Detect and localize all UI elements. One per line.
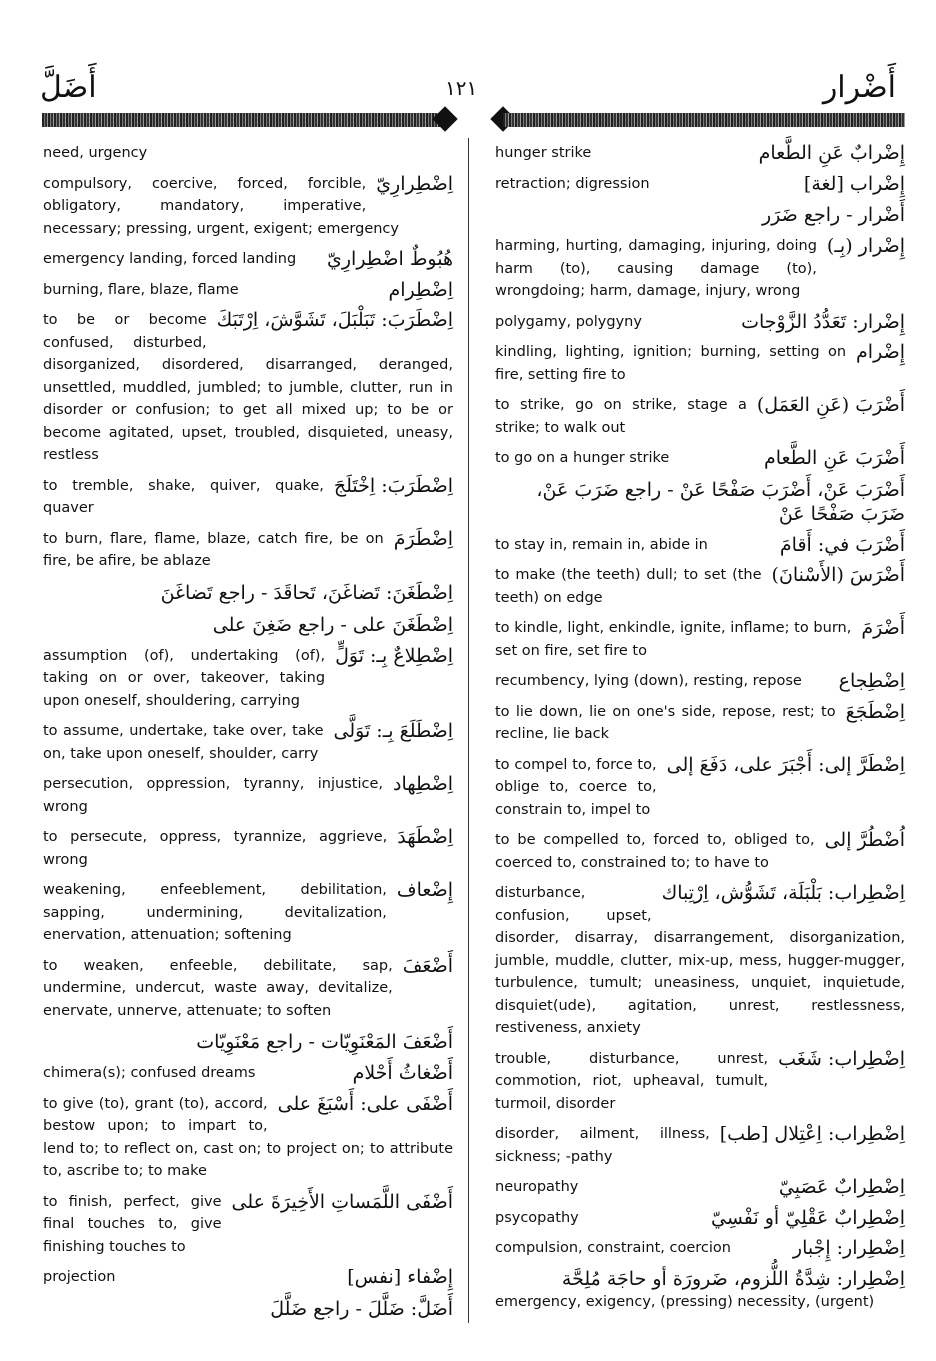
dictionary-entry	[495, 829, 905, 874]
dictionary-entry	[43, 1266, 453, 1289]
dictionary-entry	[495, 1237, 905, 1260]
entry-definition: kindling, lighting, ignition; burning, setting on fire, setting fire to	[495, 344, 847, 383]
dictionary-entry	[43, 955, 453, 1023]
dictionary-entry	[495, 173, 905, 196]
entry-definition: to be compelled to, forced to, obliged to, coerced to, constrained to; to have to	[495, 832, 815, 871]
dictionary-entry	[495, 670, 905, 693]
dictionary-entry	[495, 394, 905, 439]
entry-definition: to stay in, remain in, abide in	[495, 536, 708, 553]
dictionary-entry	[43, 279, 453, 302]
entry-headword: اِضْطَرَبَ: اِخْتَلَجَ	[333, 474, 453, 497]
header-rule-left	[42, 113, 442, 127]
dictionary-entry	[43, 528, 453, 573]
entry-headword: أَضْعَفَ المَعْنَوِيّات - راجع مَعْنَوِيّات	[196, 1031, 453, 1053]
entry-headword: اِضْطِرابٌ عَقْلِيّ أو نَفْسِيّ	[711, 1206, 905, 1229]
column-divider	[468, 138, 469, 1323]
entry-definition: to be or become confused, disturbed, disorganized, disordered, disarranged, deranged, unsettled, muddled, jumbled; to jumble, clutter, run in disorder or confusion; to get all mixed up; to be or become agitated, upset, troubled, disquieted, uneasy, restless	[43, 312, 453, 463]
entry-headword: إِضْراب [لغة]	[803, 172, 905, 195]
entry-headword: أَضْرَمَ	[861, 617, 905, 639]
entry-headword: اِضْطَغَنَ: تَضاغَنَ، تَحاقَدَ - راجع تَضاغَنَ	[160, 581, 453, 604]
dictionary-entry	[43, 879, 453, 947]
entry-definition: neuropathy	[495, 1179, 579, 1195]
entry-headword: اِضْطَرَبَ: تَبَلْبَلَ، تَشَوَّشَ، اِرْتَبَكَ	[216, 309, 453, 331]
entry-definition: polygamy, polygyny	[495, 313, 642, 330]
entry-definition: chimera(s); confused dreams	[43, 1065, 256, 1081]
entry-definition: need, urgency	[43, 145, 148, 161]
entry-headword: اِضْطِلاعٌ بِـ: تَوَلٍّ	[335, 644, 453, 667]
header-left-word: أَضَلَّ	[40, 70, 97, 105]
entry-headword: اِضْطَغَنَ على - راجع ضَغِنَ على	[212, 613, 453, 636]
entry-headword: إِضْرار (بِـ)	[826, 235, 905, 257]
entry-headword: اِضْطَهَدَ	[397, 826, 453, 848]
entry-headword: أَضْرَبَ في: أَقامَ	[779, 533, 905, 556]
entry-headword: اِضْطِرابٌ عَصَبِيّ	[778, 1176, 905, 1198]
dictionary-entry	[43, 773, 453, 818]
dictionary-entry	[43, 613, 453, 637]
entry-definition: retraction; digression	[495, 175, 650, 192]
dictionary-entry	[495, 1176, 905, 1199]
dictionary-entry	[495, 1123, 905, 1168]
dictionary-entry	[495, 534, 905, 557]
entry-headword: إِضْفاء [نفس]	[347, 1266, 453, 1288]
entry-definition: trouble, disturbance, unrest, commotion, riot, upheaval, tumult, turmoil, disorder	[495, 1050, 769, 1112]
dictionary-entry	[495, 203, 905, 227]
dictionary-entry	[495, 1268, 905, 1314]
entry-headword: اُضْطُرَّ إلى	[824, 829, 905, 851]
dictionary-entry	[495, 341, 905, 386]
entry-definition: burning, flare, blaze, flame	[43, 281, 239, 298]
dictionary-entry	[495, 1207, 905, 1230]
entry-definition: hunger strike	[495, 145, 592, 161]
entry-headword: اِضْطِجاع	[838, 670, 905, 692]
entry-definition: to weaken, enfeeble, debilitate, sap, undermine, undercut, waste away, devitalize, enervate, unnerve, attenuate; to soften	[43, 957, 393, 1019]
entry-definition: emergency, exigency, (pressing) necessity, (urgent)	[495, 1293, 875, 1310]
entry-headword: أَضْرَبَ (عَنِ العَمَل)	[756, 394, 905, 416]
entry-headword: أَضْرار - راجع ضَرَر	[762, 204, 905, 226]
dictionary-entry	[43, 309, 453, 467]
dictionary-entry	[43, 1297, 453, 1321]
entry-definition: compulsion, constraint, coercion	[495, 1240, 731, 1256]
entry-headword: هُبُوطٌ اضْطِرارِيّ	[327, 248, 453, 270]
entry-headword: اِضْطِراب: بَلْبَلَة، تَشَوُّش، اِرْتِباك	[661, 882, 905, 904]
entry-definition: to kindle, light, enkindle, ignite, inflame; to burn, set on fire, set fire to	[495, 620, 852, 659]
entry-definition: to lie down, lie on one's side, repose, rest; to recline, lie back	[495, 703, 836, 742]
entry-definition: persecution, oppression, tyranny, injustice, wrong	[43, 776, 383, 815]
entry-headword: أَضْعَفَ	[402, 954, 453, 977]
entry-headword: اِضْطِرارِيّ	[376, 172, 453, 195]
entry-definition: to tremble, shake, quiver, quake, quaver	[43, 477, 324, 516]
dictionary-entry	[43, 1062, 453, 1085]
dictionary-entry	[43, 720, 453, 765]
entry-definition: to give (to), grant (to), accord, bestow upon; to impart to, lend to; to reflect on, cast on; to project on; to attribute to, ascribe to; to make	[43, 1095, 453, 1179]
entry-headword: إِضْرار: تَعَدُّدُ الزَّوْجات	[741, 310, 905, 333]
dictionary-entry	[43, 142, 453, 165]
dictionary-entry	[495, 447, 905, 470]
entry-definition: disorder, ailment, illness, sickness; -pathy	[495, 1126, 710, 1165]
entry-headword: أَضْفَى على: أَسْبَغَ على	[277, 1092, 453, 1115]
entry-definition: to burn, flare, flame, blaze, catch fire, be on fire, be afire, be ablaze	[43, 530, 384, 569]
entry-definition: to make (the teeth) dull; to set (the teeth) on edge	[495, 567, 762, 606]
entry-headword: اِضْطَجَعَ	[845, 700, 905, 723]
entry-definition: psycopathy	[495, 1209, 579, 1226]
dictionary-entry	[43, 475, 453, 520]
entry-headword: اِضْطَرَمَ	[393, 527, 453, 550]
entry-headword: اِضْطِرار: إِجْبار	[792, 1237, 905, 1259]
header-rule-right	[503, 113, 905, 127]
entry-headword: اِضْطِرار: شِدَّةُ اللُّزوم، ضَرورَة أو حاجَة مُلِحَّة	[561, 1267, 905, 1290]
dictionary-entry	[43, 1191, 453, 1259]
dictionary-entry	[43, 173, 453, 241]
dictionary-entry	[43, 1093, 453, 1183]
dictionary-entry	[43, 645, 453, 713]
dictionary-entry	[495, 564, 905, 609]
entry-definition: emergency landing, forced landing	[43, 251, 297, 267]
entry-headword: اِضْطِراب: شَغَب	[778, 1047, 905, 1070]
entry-definition: to compel to, force to, oblige to, coerce to, constrain to, impel to	[495, 756, 657, 818]
entry-headword: أَضَلَّ: ضَلَّلَ - راجع ضَلَّلَ	[270, 1297, 453, 1320]
entry-definition: to persecute, oppress, tyrannize, aggrieve, wrong	[43, 829, 388, 868]
dictionary-entry	[495, 754, 905, 822]
dictionary-entry	[495, 311, 905, 334]
entry-headword: اِضْطِرام	[388, 278, 453, 301]
dictionary-entry	[43, 581, 453, 605]
entry-headword: أَضْفَى اللَّمَساتِ الأَخِيرَةَ على	[231, 1190, 453, 1213]
dictionary-entry	[495, 882, 905, 1040]
entry-definition: to finish, perfect, give final touches to, give finishing touches to	[43, 1193, 222, 1255]
header-right-word: أَضْرار	[822, 70, 896, 105]
entry-headword: اِضْطِراب: اِعْتِلال [طب]	[719, 1123, 905, 1145]
entry-definition: harming, hurting, damaging, injuring, doing harm (to), causing damage (to), wrongdoing; harm, damage, injury, wrong	[495, 238, 817, 299]
entry-headword: أَضْرَبَ عَنْ، أَضْرَبَ صَفْحًا عَنْ - راجع ضَرَبَ عَنْ، ضَرَبَ صَفْحًا عَنْ	[536, 478, 905, 525]
entry-definition: compulsory, coercive, forced, forcible, obligatory, mandatory, imperative, necessary; pressing, urgent, exigent; emergency	[43, 175, 399, 237]
dictionary-entry	[495, 617, 905, 662]
page-number: ١٢١	[445, 76, 478, 100]
entry-headword: أَضْرَبَ عَنِ الطَّعام	[763, 447, 905, 469]
entry-headword: إِضْرام	[856, 341, 905, 363]
entry-definition: projection	[43, 1269, 116, 1285]
entry-definition: to go on a hunger strike	[495, 450, 670, 466]
entry-headword: إِضْرابٌ عَنِ الطَّعام	[758, 142, 905, 164]
entry-headword: إِضْعاف	[396, 879, 453, 901]
entry-headword: اِضْطِهاد	[392, 773, 453, 795]
entry-definition: disturbance, confusion, upset, disorder, disarray, disarrangement, disorganization, jumble, muddle, clutter, mix-up, mess, hugger-mugger, turbulence, tumult; uneasiness, unquiet, inquietude, disquiet(ude), agitation, unrest, restlessness, restiveness, anxiety	[495, 885, 905, 1036]
entry-definition: to assume, undertake, take over, take on, take upon oneself, shoulder, carry	[43, 723, 324, 762]
dictionary-entry	[495, 1048, 905, 1116]
right-column	[495, 142, 905, 1321]
entry-headword: أَضْرَسَ (الأَسْنانَ)	[771, 564, 905, 586]
entry-definition: recumbency, lying (down), resting, repose	[495, 673, 802, 689]
entry-headword: أَضْغاثُ أَحْلام	[352, 1062, 453, 1084]
dictionary-entry	[43, 826, 453, 871]
dictionary-entry	[43, 1030, 453, 1054]
diamond-ornament-icon	[432, 106, 457, 131]
entry-definition: assumption (of), undertaking (of), taking on or over, takeover, taking upon oneself, shouldering, carrying	[43, 647, 326, 709]
dictionary-entry	[43, 248, 453, 271]
dictionary-entry	[495, 701, 905, 746]
dictionary-entry	[495, 142, 905, 165]
entry-definition: to strike, go on strike, stage a strike; to walk out	[495, 397, 747, 436]
entry-headword: اِضْطَرَّ إلى: أَجْبَرَ على، دَفَعَ إلى	[666, 753, 905, 776]
dictionary-entry	[495, 478, 905, 526]
left-column	[43, 142, 453, 1329]
entry-definition: weakening, enfeeblement, debilitation, sapping, undermining, devitalization, enervation, attenuation; softening	[43, 882, 387, 943]
entry-headword: اِضْطَلَعَ بِـ: تَوَلَّى	[333, 720, 453, 742]
dictionary-entry	[495, 235, 905, 303]
